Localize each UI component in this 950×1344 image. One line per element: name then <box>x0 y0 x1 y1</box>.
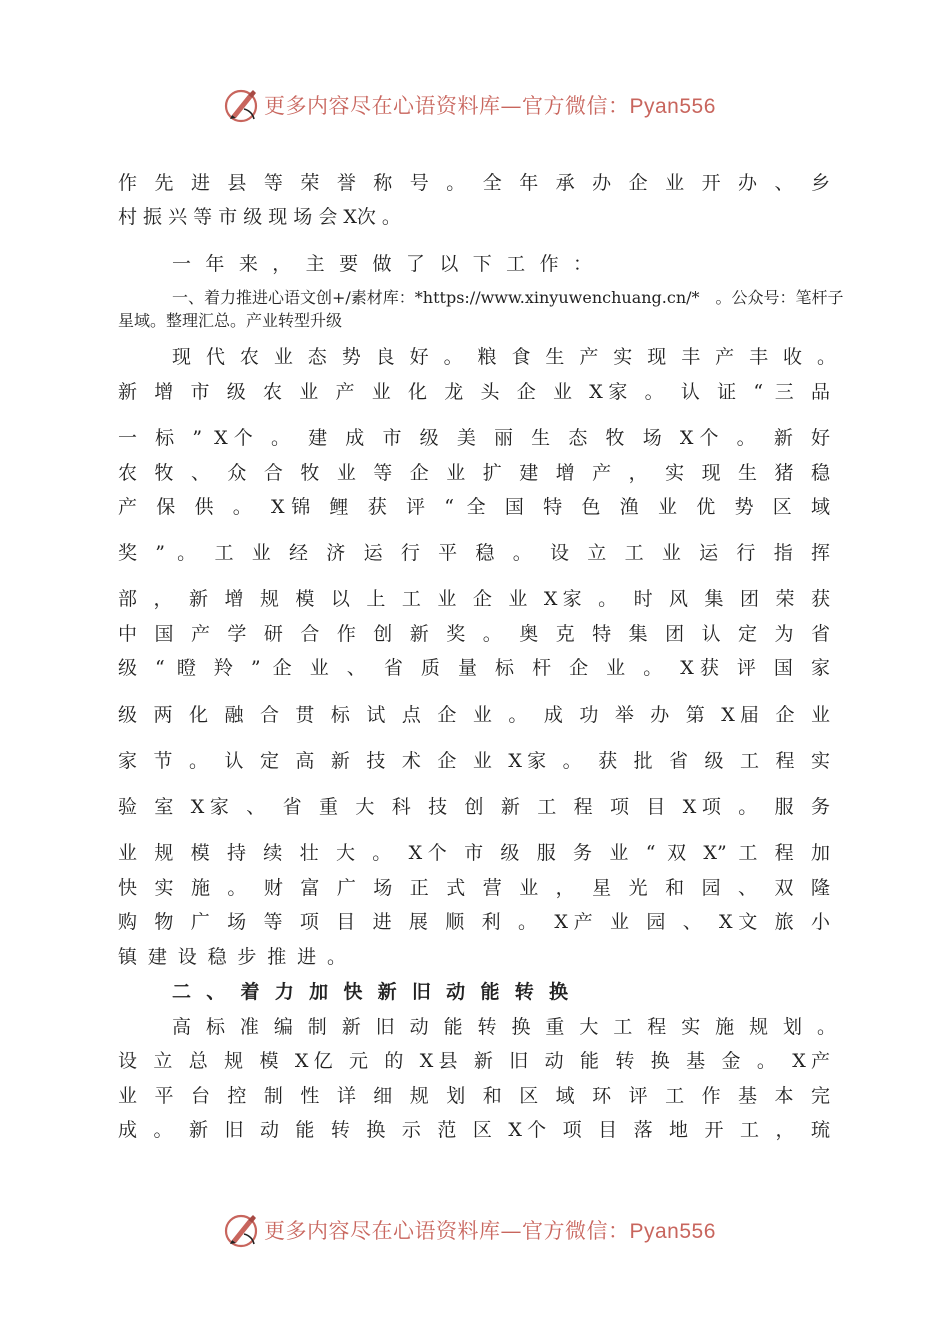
pen-logo-icon <box>222 85 262 125</box>
body-text-line: 业 平 台 控 制 性 详 细 规 划 和 区 域 环 评 工 作 基 本 完 <box>118 1085 830 1107</box>
body-text-line: 村 振 兴 等 市 级 现 场 会 X次 。 <box>118 206 401 228</box>
body-text-line: 现 代 农 业 态 势 良 好 。 粮 食 生 产 实 现 丰 产 丰 收 。 <box>172 346 836 368</box>
body-text-line: 中 国 产 学 研 合 作 创 新 奖 。 奥 克 特 集 团 认 定 为 省 <box>118 623 830 645</box>
body-text-line: 一 标 ” X个 。 建 成 市 级 美 丽 生 态 牧 场 X个 。 新 好 <box>118 427 830 449</box>
body-text-line: 业 规 模 持 续 壮 大 。 X个 市 级 服 务 业 “ 双 X” 工 程 加 <box>118 842 830 864</box>
header-watermark-banner <box>0 83 950 127</box>
body-text-line: 成 。 新 旧 动 能 转 换 示 范 区 X个 项 目 落 地 开 工 ， 琉 <box>118 1119 830 1141</box>
footer-watermark-banner <box>0 1208 950 1252</box>
body-text-line: 购 物 广 场 等 项 目 进 展 顺 利 。 X产 业 园 、 X文 旅 小 <box>118 911 830 933</box>
body-text-line: 作 先 进 县 等 荣 誉 称 号 。 全 年 承 办 企 业 开 办 、 乡 <box>118 172 830 194</box>
body-text-line: 级 两 化 融 合 贯 标 试 点 企 业 。 成 功 举 办 第 X届 企 业 <box>118 704 830 726</box>
body-text-line: 高 标 准 编 制 新 旧 动 能 转 换 重 大 工 程 实 施 规 划 。 <box>172 1016 836 1038</box>
body-text-line: 一、着力推进心语文创+/素材库：*https://www.xinyuwenchuang.cn/* 。公众号：笔杆子 <box>172 288 844 307</box>
pen-logo-icon <box>222 1210 262 1250</box>
section-heading: 二 、 着 力 加 快 新 旧 动 能 转 换 <box>172 981 568 1003</box>
body-text-line: 奖 ” 。 工 业 经 济 运 行 平 稳 。 设 立 工 业 运 行 指 挥 <box>118 542 830 564</box>
body-text-line: 产 保 供 。 X锦 鲤 获 评 “ 全 国 特 色 渔 业 优 势 区 域 <box>118 496 830 518</box>
banner-wechat-id: Pyan556 <box>629 95 716 118</box>
body-text-line: 家 节 。 认 定 高 新 技 术 企 业 X家 。 获 批 省 级 工 程 实 <box>118 750 830 772</box>
body-text-line: 新 增 市 级 农 业 产 业 化 龙 头 企 业 X家 。 认 证 “ 三 品 <box>118 381 830 403</box>
body-text-line: 设 立 总 规 模 X亿 元 的 X县 新 旧 动 能 转 换 基 金 。 X产 <box>118 1050 830 1072</box>
body-text-line: 一 年 来 ， 主 要 做 了 以 下 工 作 ： <box>172 253 592 275</box>
banner-text-chinese: 更多内容尽在心语资料库—官方微信： <box>264 94 630 118</box>
body-text-line: 星域。整理汇总。产业转型升级 <box>118 311 343 330</box>
banner-wechat-id: Pyan556 <box>629 1220 716 1243</box>
body-text-line: 镇 建 设 稳 步 推 进 。 <box>118 946 346 968</box>
banner-text-chinese: 更多内容尽在心语资料库—官方微信： <box>264 1219 630 1243</box>
body-text-line: 验 室 X家 、 省 重 大 科 技 创 新 工 程 项 目 X项 。 服 务 <box>118 796 830 818</box>
body-text-line: 农 牧 、 众 合 牧 业 等 企 业 扩 建 增 产 ， 实 现 生 猪 稳 <box>118 462 830 484</box>
body-text-line: 级 “ 瞪 羚 ” 企 业 、 省 质 量 标 杆 企 业 。 X获 评 国 家 <box>118 657 830 679</box>
body-text-line: 部 ， 新 增 规 模 以 上 工 业 企 业 X家 。 时 风 集 团 荣 获 <box>118 588 830 610</box>
body-text-line: 快 实 施 。 财 富 广 场 正 式 营 业 ， 星 光 和 园 、 双 隆 <box>118 877 830 899</box>
